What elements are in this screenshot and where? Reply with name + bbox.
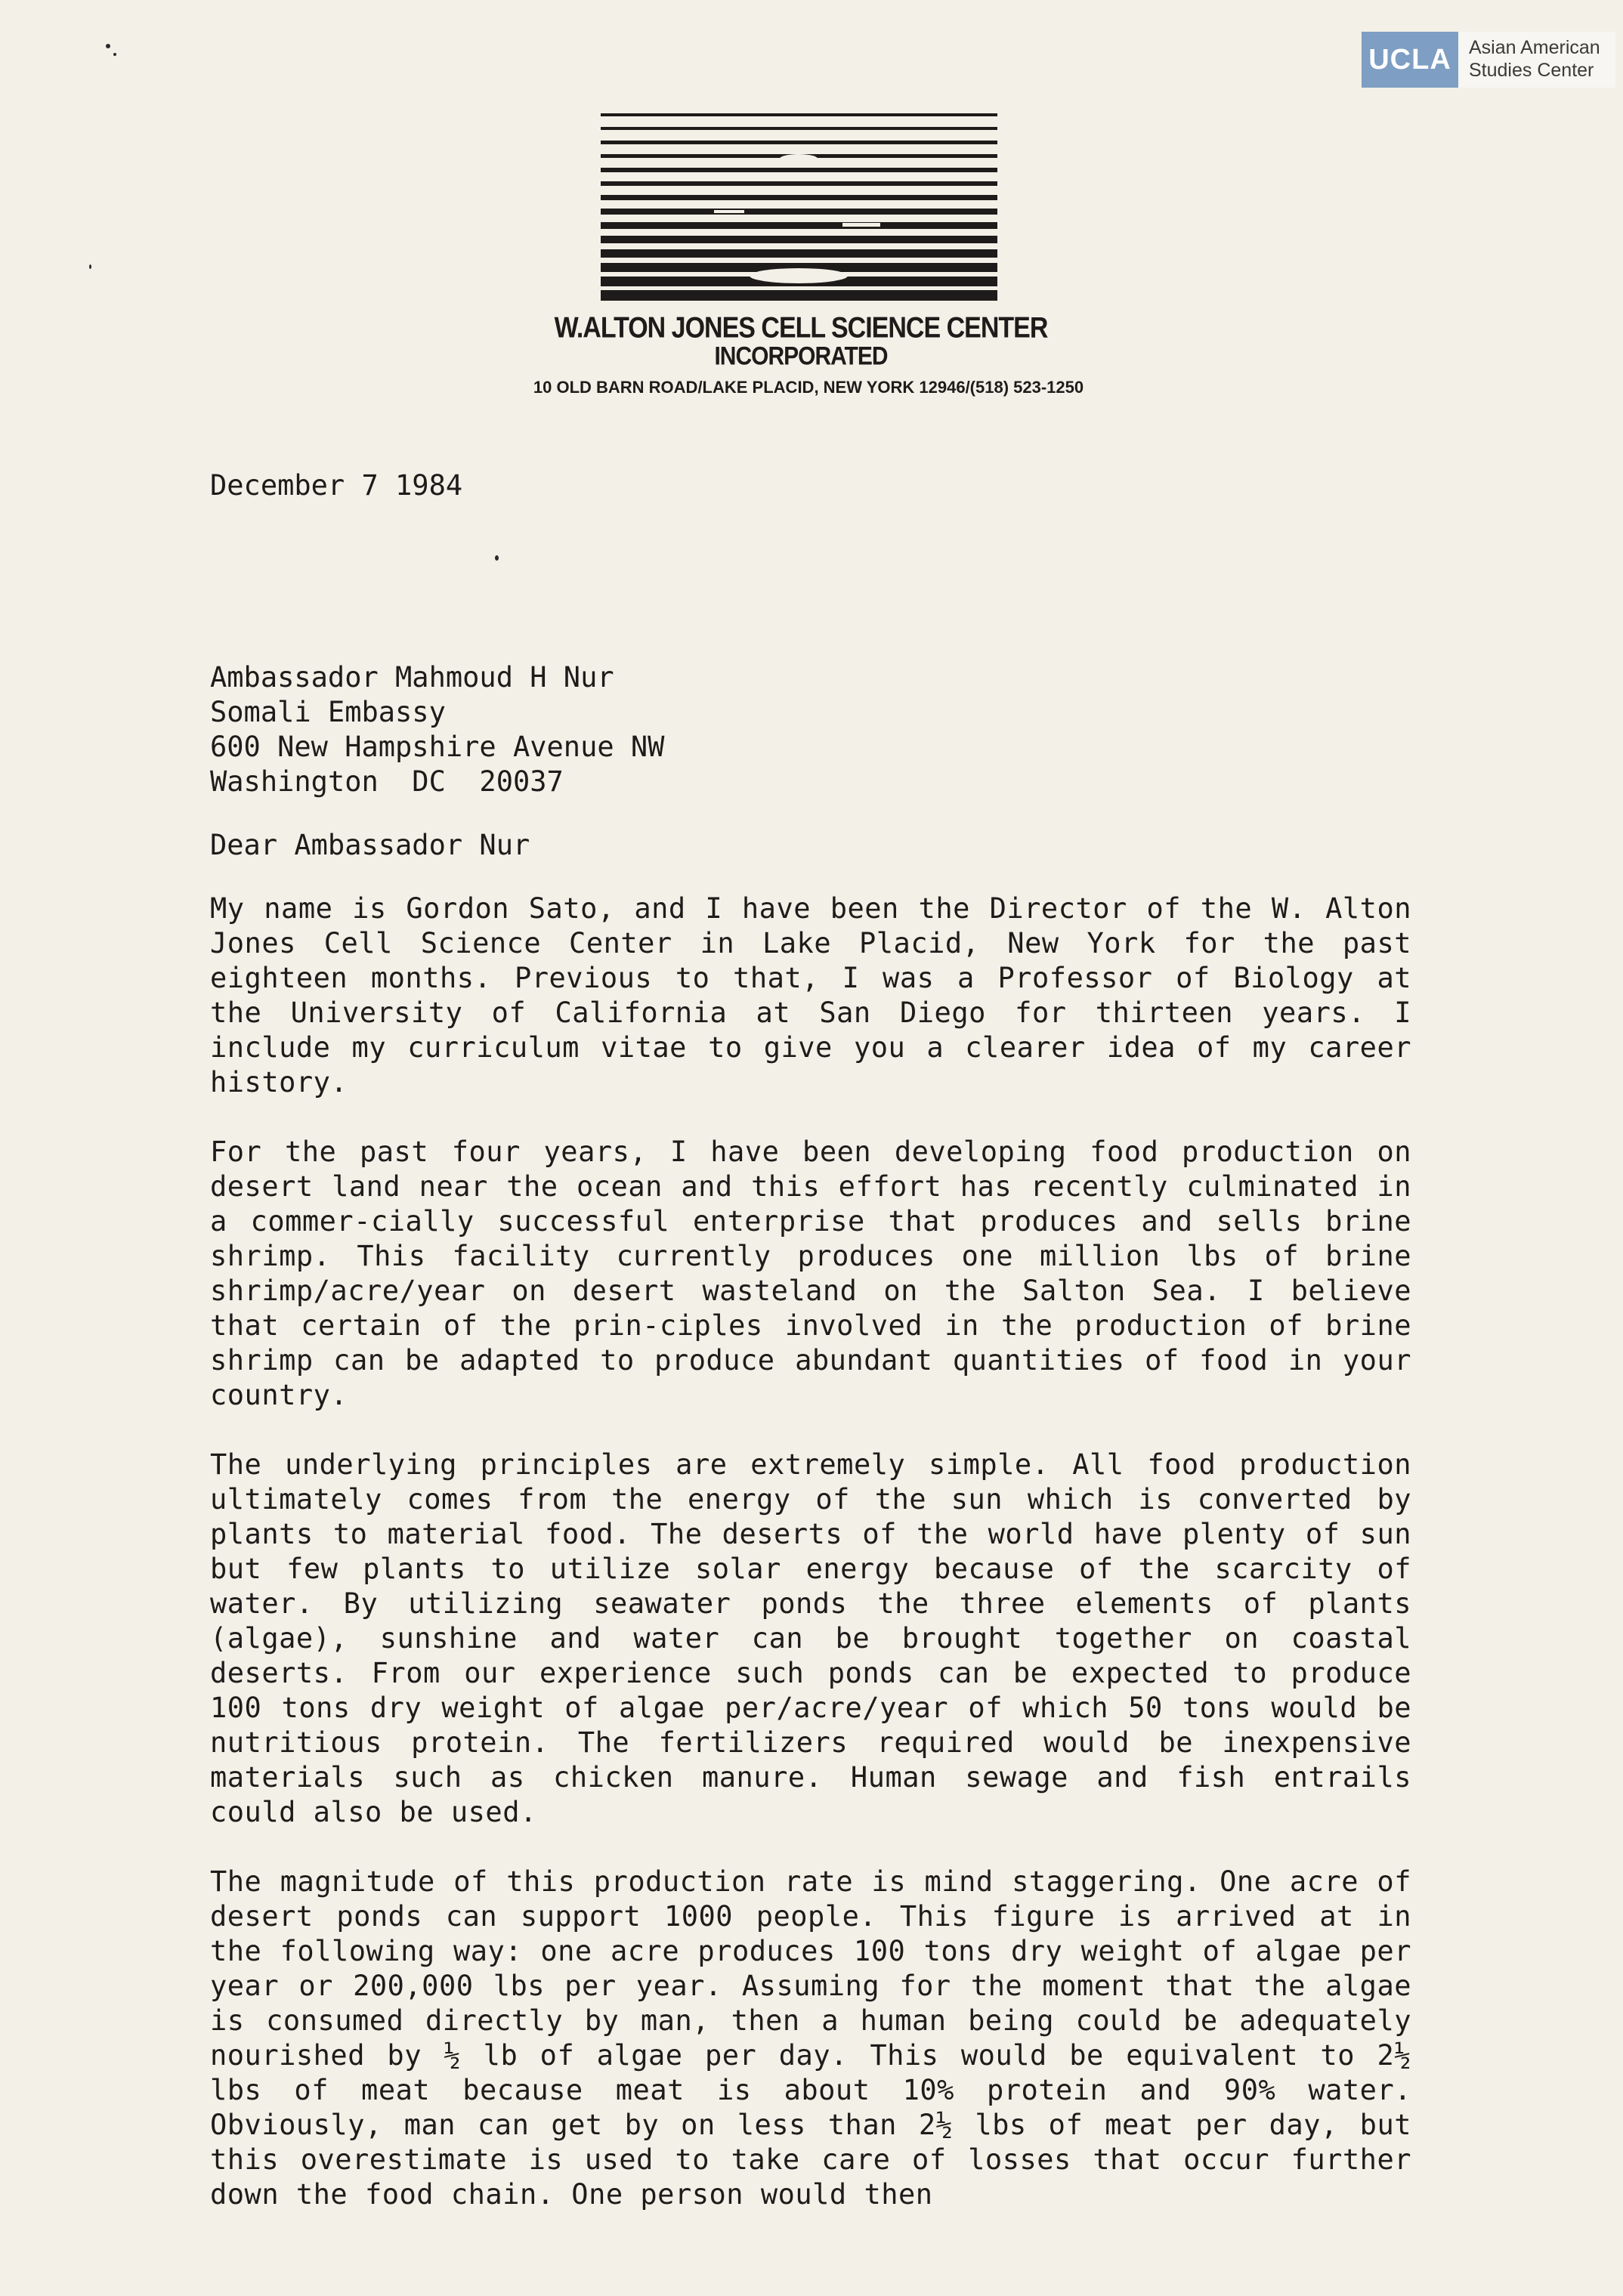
letter-body bbox=[210, 468, 1411, 2212]
recipient-address bbox=[210, 660, 1411, 799]
paper-speck bbox=[106, 44, 110, 48]
recipient-line: Ambassador Mahmoud H Nur bbox=[210, 661, 614, 694]
archive-unit-line1: Asian American bbox=[1469, 37, 1600, 58]
organization-name: W.ALTON JONES CELL SCIENCE CENTER bbox=[554, 311, 1048, 345]
paper-speck bbox=[89, 264, 91, 269]
recipient-line: Somali Embassy bbox=[210, 696, 446, 728]
recipient-line: 600 New Hampshire Avenue NW bbox=[210, 731, 665, 763]
organization-address: 10 OLD BARN ROAD/LAKE PLACID, NEW YORK 12946/(518) 523-1250 bbox=[533, 378, 1084, 397]
body-paragraph: For the past four years, I have been developing food production on desert land near the ocean and this effort has recently culminated in a commer-cially successful enterprise that produces and sells brine shrimp. This facility currently produces one million lbs of brine shrimp/acre/year on desert wasteland on the Salton Sea. I believe that certain of the prin-ciples involved in the production of brine shrimp can be adapted to produce abundant quantities of food in your country. bbox=[210, 1136, 1411, 1411]
recipient-line: Washington DC 20037 bbox=[210, 765, 564, 798]
letterhead-stripes-logo bbox=[601, 113, 997, 302]
archive-badge bbox=[1362, 32, 1615, 88]
ucla-logo: UCLA bbox=[1362, 32, 1458, 88]
letter-date: December 7 1984 bbox=[210, 469, 463, 502]
body-paragraph: My name is Gordon Sato, and I have been the Director of the W. Alton Jones Cell Science Center in Lake Placid, New York for the past eighteen months. Previous to that, I was a Professor of Biology at the University of California at San Diego for thirteen years. I include my curriculum vitae to give you a clearer idea of my career history. bbox=[210, 892, 1411, 1099]
salutation: Dear Ambassador Nur bbox=[210, 829, 530, 861]
body-paragraph: The magnitude of this production rate is mind staggering. One acre of desert ponds can support 1000 people. This figure is arrived at in the following way: one acre produces 100 tons dry weight of algae per year or 200,000 lbs per year. Assuming for the moment that the algae is consumed directly by man, then a human being could be adequately nourished by ½ lb of algae per day. This would be equivalent to 2½ lbs of meat because meat is about 10% protein and 90% water. Obviously, man can get by on less than 2½ lbs of meat per day, but this overestimate is used to take care of losses that occur further down the food chain. One person would then bbox=[210, 1865, 1411, 2211]
body-paragraph: The underlying principles are extremely simple. All food production ultimately comes from the energy of the sun which is converted by plants to material food. The deserts of the world have plenty of sun but few plants to utilize solar energy because of the scarcity of water. By utilizing seawater ponds the three elements of plants (algae), sunshine and water can be brought together on coastal deserts. From our experience such ponds can be expected to produce 100 tons dry weight of algae per/acre/year of which 50 tons would be nutritious protein. The fertilizers required would be inexpensive materials such as chicken manure. Human sewage and fish entrails could also be used. bbox=[210, 1448, 1411, 1828]
paper-speck bbox=[113, 53, 116, 56]
archive-unit-line2: Studies Center bbox=[1469, 60, 1594, 81]
organization-suffix: INCORPORATED bbox=[714, 341, 888, 371]
archive-unit-label bbox=[1458, 32, 1615, 88]
paper-speck bbox=[495, 555, 499, 561]
